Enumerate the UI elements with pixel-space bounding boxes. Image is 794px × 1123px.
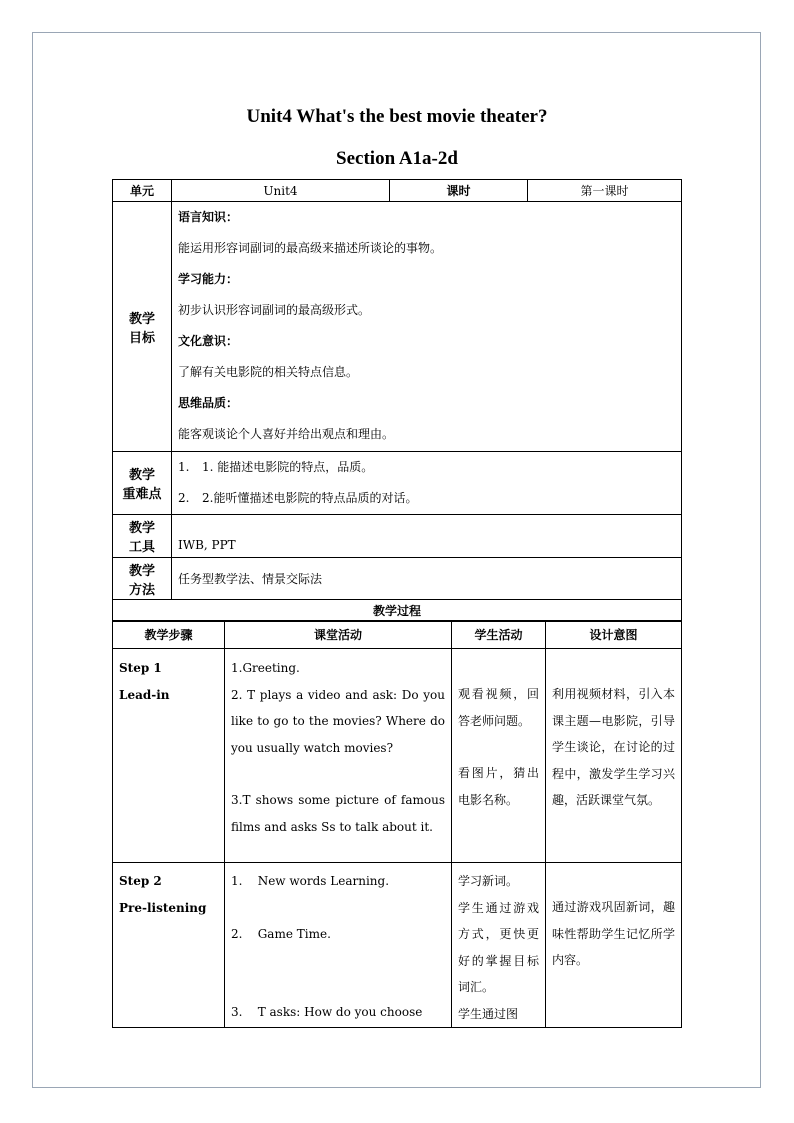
- unit-value: Unit4: [172, 180, 390, 202]
- lesson-info-table: [112, 179, 682, 622]
- intent-cell: 利用视频材料，引入本课主题—电影院，引导学生谈论，在讨论的过程中，激发学生学习兴趣，活跃课堂气氛。: [546, 649, 682, 863]
- process-title-row: [113, 600, 682, 622]
- objectives-label: 教学 目标: [113, 202, 172, 452]
- objective-text: 初步认识形容词副词的最高级形式。: [178, 303, 371, 317]
- unit-row: [113, 180, 682, 202]
- activity-cell: 1. New words Learning. 2. Game Time. 3. T asks: How do you choose: [225, 863, 452, 1028]
- process-header-row: [113, 621, 682, 649]
- objective-heading: 学习能力：: [178, 272, 239, 286]
- period-value: 第一课时: [528, 180, 682, 202]
- tools-label: 教学 工具: [113, 515, 172, 558]
- tools-row: [113, 515, 682, 558]
- intent-cell: 通过游戏巩固新词，趣味性帮助学生记忆所学内容。: [546, 863, 682, 1028]
- list-item: 1. 1. 能描述电影院的特点，品质。: [178, 460, 374, 474]
- objectives-content: [172, 202, 682, 452]
- process-table: [112, 620, 682, 1028]
- list-item: 2. 2.能听懂描述电影院的特点品质的对话。: [178, 491, 418, 505]
- objectives-row: [113, 202, 682, 452]
- column-header: 学生活动: [452, 621, 546, 649]
- objective-heading: 文化意识：: [178, 334, 239, 348]
- period-label: 课时: [390, 180, 528, 202]
- objective-heading: 思维品质：: [178, 396, 239, 410]
- objective-text: 能运用形容词副词的最高级来描述所谈论的事物。: [178, 241, 443, 255]
- document-subtitle: Section A1a-2d: [336, 148, 458, 169]
- student-activity-cell: 学习新词。 学生通过游戏方式，更快更好的掌握目标词汇。 学生通过图: [452, 863, 546, 1028]
- column-header: 设计意图: [546, 621, 682, 649]
- process-title: 教学过程: [113, 600, 682, 622]
- step-cell: Step 1 Lead-in: [113, 649, 225, 863]
- objective-text: 了解有关电影院的相关特点信息。: [178, 365, 359, 379]
- activity-cell: 1.Greeting. 2. T plays a video and ask: Do you like to go to the movies? Where do you usually watch movies? 3.T shows some picture of famous films and asks Ss to talk about it.: [225, 649, 452, 863]
- key-points-row: [113, 452, 682, 515]
- column-header: 课堂活动: [225, 621, 452, 649]
- unit-label: 单元: [113, 180, 172, 202]
- key-points-label: 教学 重难点: [113, 452, 172, 515]
- column-header: 教学步骤: [113, 621, 225, 649]
- key-points-content: [172, 452, 682, 515]
- student-activity-cell: 观看视频，回答老师问题。 看图片，猜出电影名称。: [452, 649, 546, 863]
- table-row: [113, 863, 682, 1028]
- objective-text: 能客观谈论个人喜好并给出观点和理由。: [178, 427, 395, 441]
- document-title: Unit4 What's the best movie theater?: [246, 106, 548, 127]
- table-row: [113, 649, 682, 863]
- methods-value: 任务型教学法、情景交际法: [172, 558, 682, 600]
- objective-heading: 语言知识：: [178, 210, 239, 224]
- methods-row: [113, 558, 682, 600]
- step-cell: Step 2 Pre-listening: [113, 863, 225, 1028]
- methods-label: 教学 方法: [113, 558, 172, 600]
- tools-value: IWB, PPT: [172, 515, 682, 558]
